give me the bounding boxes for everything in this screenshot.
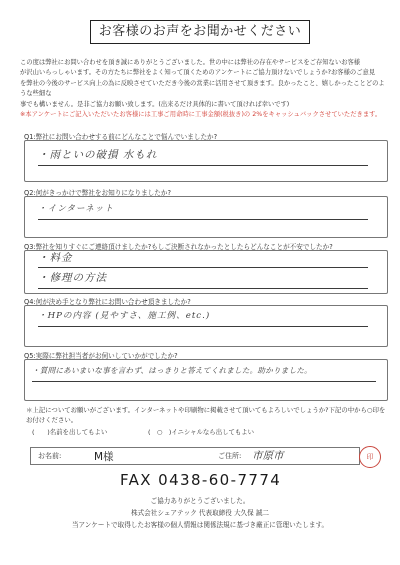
fax-number: FAX 0438-60-7774 xyxy=(120,471,282,489)
address-label: ご住所: xyxy=(218,452,242,460)
company-signature: 株式会社シェアテック 代表取締役 大久保 誠二 xyxy=(130,509,270,517)
address-value[interactable]: 市原市 xyxy=(252,450,284,462)
option-initial-ok[interactable]: ( ○ )イニシャルなら出してもよい xyxy=(148,428,255,436)
intro-line-4: 事でも構いません。是非ご協力お願い致します。(出来るだけ具体的に書いて頂ければ幸いです) xyxy=(20,100,290,108)
answer-5-line-1: ・質問にあいまいな事を言わず、はっきりと答えてくれました。助かりました。 xyxy=(32,358,376,382)
permission-note-line-1: ＊上記についてお願いがございます。インターネットや印刷物に掲載させて頂いてもよろしいでしょうか?下記の中から○印を xyxy=(26,406,386,414)
option-name-ok[interactable]: ( )名前を出してもよい xyxy=(32,428,108,436)
intro-line-3: を弊社の今後のサービス向上の為に反映させていただき今後の営業に活用させて頂きます。良かったこと、嬉しかったことどのような些細な xyxy=(20,79,385,98)
thanks-text: ご協力ありがとうございました。 xyxy=(150,497,250,505)
question-5: Q5:実際に弊社担当者がお伺いしていかがでしたか? xyxy=(24,352,178,360)
intro-line-2: が沢山いらっしゃいます。その方たちに弊社をよく知って頂くためのアンケートにご協力頂けないでしょうか?お客様のご意見 xyxy=(20,69,376,77)
answer-3-line-2: ・修理の方法 xyxy=(38,268,368,289)
permission-note-line-2: お付けください。 xyxy=(26,416,78,424)
question-3: Q3:弊社を知りすぐにご連絡頂けましたか?もしご決断されなかったとしたらどんなことが不安でしたか? xyxy=(24,243,333,251)
answer-2-line-1: ・インターネット xyxy=(38,196,368,220)
intro-line-1: この度は弊社にお問い合わせを頂き誠にありがとうございました。世の中には弊社の存在やサービスをご存知ないお客様 xyxy=(20,59,361,66)
page-title: お客様のお声をお聞かせください xyxy=(90,20,310,44)
question-4: Q4:何が決め手となり弊社にお問い合わせ頂きましたか? xyxy=(24,298,191,306)
seal-stamp: 印 xyxy=(359,446,381,468)
name-label: お名前: xyxy=(38,452,62,460)
answer-3-line-1: ・料金 xyxy=(38,247,368,268)
name-value[interactable]: M様 xyxy=(94,451,114,463)
question-1: Q1:弊社にお問い合わせする前にどんなことで悩んでいましたか? xyxy=(24,133,218,141)
question-2: Q2:何がきっかけで弊社をお知りになりましたか? xyxy=(24,189,171,197)
cashback-note: ※本アンケートにご記入いただいたお客様には工事ご用命時に工事金額(税抜き)の 2%をキャッシュバックさせていただきます。 xyxy=(20,111,382,119)
privacy-note: 当アンケートで取得したお客様の個人情報は関係法規に基づき厳正に管理いたします。 xyxy=(71,521,329,529)
name-address-row xyxy=(30,447,360,465)
answer-4-line-1: ・HPの内容 (見やすさ、施工例、etc.) xyxy=(38,303,368,327)
intro-text xyxy=(20,58,386,120)
answer-1-line-1: ・雨といの破損 水もれ xyxy=(38,142,368,166)
